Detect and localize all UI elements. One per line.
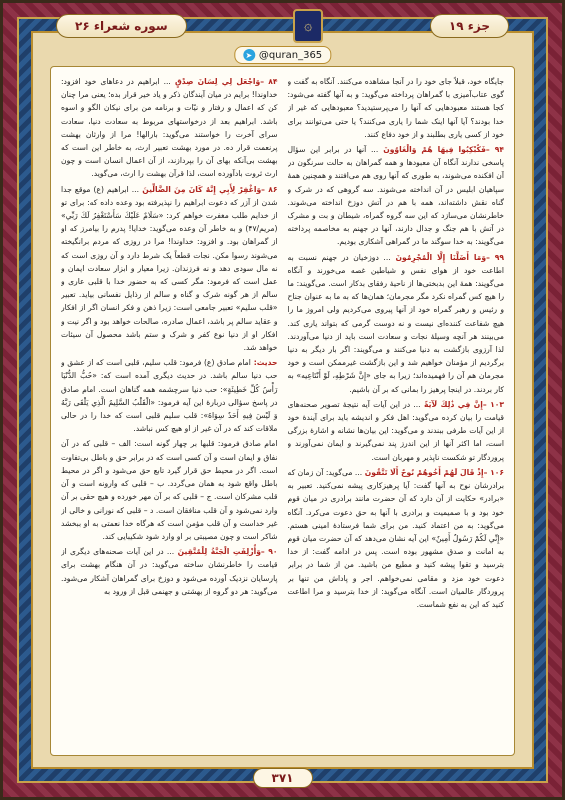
tafsir-paragraph: [61, 356, 278, 435]
tafsir-paragraph: [288, 398, 505, 464]
left-column: [288, 75, 505, 747]
juz-label: جزء ۱۹: [430, 14, 509, 38]
verse-reference: ۸۴ –وَاجْعَل لِي لِسَانَ صِدْقٍ: [170, 77, 278, 86]
verse-reference: ۹۴ –فَكُبْكِبُوا فِيهَا هُمْ وَالْغَاوُونَ: [378, 145, 504, 155]
telegram-icon: ➤: [243, 49, 255, 61]
verse-reference: ۸۶ –وَاغْفِرْ لِأَبِي إِنَّهُ كَانَ مِنَ الضَّالِّينَ: [139, 184, 278, 194]
paragraph-text: ... دوزخیان در جهنم نسبت به اطاعت خود از هوای نفس و شیاطین غصه می‌خورند و آنگاه می‌گویند: همهٔ این بدبختی‌ها از ناحیهٔ رفقای بدکار است. می‌گویند: ما را هیچ کس گمراه نکرد مگر مجرمان؛ همان‌ها که به ما به عنوان جناح و رئیس و رهبر گمراه خود از آنها پیروی می‌کردیم ولی امروز ما را هیچ شفاعت کننده‌ای نیست و نه دوست گرمی که بتواند یاری کند. می‌بینند هر آنچه وسیلهٔ نجات و سعادت است باید از دنیا می‌آوردند. لذا آرزوی بازگشت به دنیا می‌کنند و می‌گویند: اگر بار دیگر به دنیا برگردیم از مؤمنان خواهیم شد و این بازگشت غیرممکن است و خود مجرمان هم آن را فهمیده‌اند؛ زیرا به جای «إِنَّ شَرْطِهِ، لَوْ أَنْتَاعِيه» به کار بردند. در اینجا پرهیز را بمانی که بر آن باشیم.: [287, 252, 504, 394]
tafsir-paragraph: [288, 75, 505, 141]
paragraph-text: ... ابراهیم در دعاهای خود افزود: خداوندا! برایم در میان آیندگان ذکر و یاد خیر قرار بده؛ یعنی مرا چنان کن که اعمال و رفتار و نیّات و برنامه من برای نیکان الگو و اسوه باشد. ابراهیم بعد از درخواستهای مربوط به سعادت دنیا، سعادت سرای آخرت را خواستند می‌گوید: بارالها! مرا از وارثان بهشت پرنعمت قرار ده. در مورد بهشت تعبیر ارث، به خاطر این است که بهشت بی‌آنکه بهای آن را بپردازند، از آن اعمال انسان است و چون ارث ثروت بادآورده است، لذا قرآن بهشت را ارث، می‌گوید.: [61, 77, 278, 179]
verse-reference: ۹۰ –وَأُزْلِفَتِ الْجَنَّةُ لِلْمُتَّقِينَ: [174, 547, 278, 557]
paragraph-text: ... در این آیات صحنه‌های دیگری از قیامت را خاطرنشان ساخته می‌گوید: در آن هنگام بهشت برای پارسایان نزدیک آورده می‌شود و دوزخ برای گمراهان آشکار می‌شود. می‌گوید: هر دو گروه از بهشتی و جهنمی قبل از ورود به: [61, 547, 278, 596]
tafsir-paragraph: [61, 183, 278, 355]
tafsir-paragraph: [61, 545, 278, 598]
paragraph-text: ... می‌گوید: آن زمان که برادرشان نوح به آنها گفت: آیا پرهیزکاری پیشه نمی‌کنید. تعبیر به «برادر» حکایت از آن دارد که آن حضرت مانند برادری در میان قوم خود بود و با صمیمیت و برادری با آنها به حق دعوت می‌کرد. آنگاه می‌گوید: به من اعتماد کنید. من برای شما فرستادهٔ امینی هستم. «إِنِّي لَكُمْ رَسُولٌ أَمِينٌ» این آیه نشان می‌دهد که آن حضرت میان قوم به امانت و صدق مشهور بوده است. پس در ادامه گفت: از خدا بترسید و تقوا پیشه کنید و مطیع من باشید. من از شما در برابر دعوت خود مزد و مقامی نمی‌خواهم. اجر و پاداش من تنها بر پروردگار عالمیان است. آنگاه می‌گوید: از خدا بترسید و مرا اطاعت کنید که این به نفع شماست.: [287, 467, 504, 609]
tafsir-paragraph: [61, 75, 278, 181]
quran-logo-icon: ۞: [293, 9, 323, 43]
verse-reference: ۱۰۳ –إِنَّ فِي ذَٰلِكَ لَآيَةً: [420, 399, 504, 409]
channel-handle: @quran_365: [258, 49, 323, 61]
surah-label: سوره شعراء ۲۶: [56, 14, 187, 38]
tafsir-page: [50, 66, 515, 756]
verse-reference: ۱۰۶ –إِذْ قَالَ لَهُمْ أَخُوهُمْ نُوحٌ أَلَا تَتَّقُونَ: [362, 467, 504, 477]
verse-reference: ۹۹ –وَمَا أَضَلَّنَا إِلَّا الْمُجْرِمُونَ: [390, 252, 504, 262]
page-number: ۳۷۱: [253, 768, 313, 788]
paragraph-text: ... آنها در برابر این سؤال پاسخی ندارند آنگاه آن معبودها و همه گمراهان به حالت سرنگون در آن افکنده می‌شوند، به طوری که آنها روی هم می‌افتند و همچنین همهٔ سپاهیان ابلیس در آن انداخته می‌شوند. سه گروهی که در شرک و گناه نقش داشته‌اند، همه با هم در آتش دوزخ انداخته می‌شوند. خاطرنشان می‌سازد که این سه گروه گمراه، شیطان و بت و مشرک در آتش با هم جنگ و جدال دارند، آنها در جهنم به مخاصمه پرداخته می‌گویند: به خدا سوگند ما در گمراهی آشکاری بودیم.: [287, 145, 504, 247]
tafsir-paragraph: [288, 466, 505, 611]
tafsir-paragraph: [288, 143, 505, 249]
header-bar: [40, 8, 525, 44]
channel-badge[interactable]: [234, 46, 331, 64]
right-column: [61, 75, 278, 747]
paragraph-text: ... ابراهیم (ع) موقع جدا شدن از آزر که دعوت ابراهیم را نپذیرفته بود وعده داده که: برای تو از خدایم طلب مغفرت خواهم کرد: «سَلَامٌ عَلَيْكَ سَأَسْتَغْفِرُ لَكَ رَبِّي» (مریم/۴۷) و به خاطر آن وعده می‌گوید: خدایا! پدرم را بیامرز که او از گمراهان بود. و افزود: خداوندا! مرا در روزی که مردم برانگیخته می‌شوند رسوا مکن. نجات قطعاً یک شرط دارد و آن روزی است که نه مال سودی دهد و نه فرزندان. زیرا معیار و ابزار سعادت ایمان و عمل است که فرمود: مگر کسی که به حضور خدا با قلبی عاری و سالم از هر گونه شرک و گناه و سالم از رذایل نفسانی بیاید. تعبیر «قلب سلیم» تعبیر جامعی است: زیرا ذهن و فکر انسان اگر از افکار و عقاید سالم پر باشد، اعمال صادره، صالحات خواهد بود و اگر نیت و افکار او از دنیا نوع کفر و شرک و ستم باشد محصول آن سیئات خواهد شد.: [61, 184, 278, 353]
paragraph-text: امام صادق فرمود: قلبها بر چهار گونه است: الف – قلبی که در آن نفاق و ایمان است و آن کسی است که در برابر حق و باطل بی‌تفاوت است. اگر در محیط حق قرار گیرد تابع حق می‌شود و اگر در محیط باطل واقع شود به همان می‌گردد. ب – قلبی که وارونه است و آن قلب مشرکان است. ج – قلبی که بر آن مهر خورده و هیچ حقی بر آن وارد نمی‌شود و آن قلب منافقان است. د – قلبی که نورانی و خالی از غیر خداست و آن قلب مؤمن است که هرگاه خدا نعمتی به او ببخشد شاکر است و چون مصیبتی بر او وارد شود شکیبایی کند.: [61, 439, 278, 541]
paragraph-text: امام صادق (ع) فرمود: قلب سلیم، قلبی است که از عشق و حب دنیا سالم باشد. در حدیث دیگری آمده است که: «حُبُّ الدُّنْيَا رَأْسُ كُلِّ خَطِيئَةٍ»: حب دنیا سرچشمه همه گناهان است. امام صادق در پاسخ سؤالی دربارهٔ این آیه فرمود: «الْقَلْبُ السَّلِيمُ الَّذِي يَلْقَى رَبَّهُ وَ لَيْسَ فِيهِ أَحَدٌ سِوَاهُ»: قلب سلیم قلبی است که خدا را در حالی ملاقات کند که در آن غیر از او هیچ کس نباشد.: [61, 358, 278, 434]
hadith-label: حدیث:: [250, 358, 278, 368]
paragraph-text: ... در این آیات آیه نتیجهٔ تصویر صحنه‌های قیامت را بیان کرده می‌گوید: اهل فکر و اندیشه باید برای آیندهٔ خود از این آیات طرفی ببندند و می‌گوید: این بیان‌ها نشانه و اشارهٔ بزرگی است، اما اکثر آنها از این اندرز پند نمی‌گیرند و ایمان نمی‌آورند و پروردگار تو شکست ناپذیر و مهربان است.: [287, 399, 504, 462]
paragraph-text: جایگاه خود، قبلاً جای خود را در آنجا مشاهده می‌کنند. آنگاه به گفت و گوی عتاب‌آمیزی با گمراهان پرداخته می‌گوید: و به آنها گفته می‌شود: کجا هستند معبودهایی که آنها را می‌پرستیدید؟ معبودهایی که غیر از خدا بودند؟ آیا آنها اینک شما را یاری می‌کنند؟ یا حتی می‌توانند برای خود از کسی یاری بطلبند و از خود دفاع کنند.: [287, 77, 504, 139]
tafsir-paragraph: [61, 437, 278, 543]
tafsir-paragraph: [288, 251, 505, 396]
